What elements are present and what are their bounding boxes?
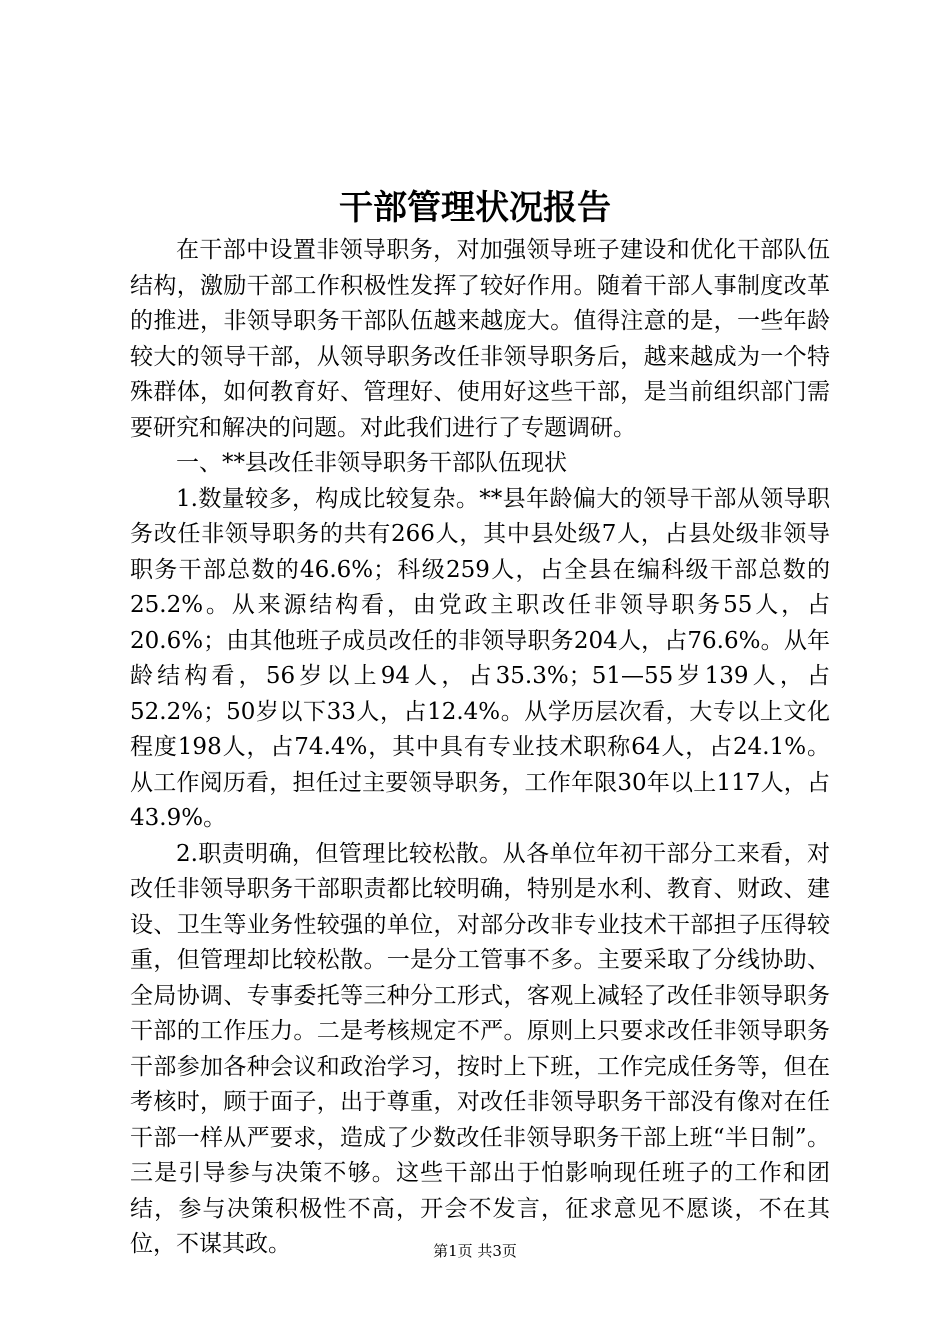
paragraph-point-2: 2.职责明确，但管理比较松散。从各单位年初干部分工来看，对改任非领导职务干部职责都比较明确，特别是水利、教育、财政、建设、卫生等业务性较强的单位，对部分改非专业技术干部担子压得较重，但管理却比较松散。一是分工管事不多。主要采取了分线协助、全局协调、专事委托等三种分工形式，客观上减轻了改任非领导职务干部的工作压力。二是考核规定不严。原则上只要求改任非领导职务干部参加各种会议和政治学习，按时上下班，工作完成任务等，但在考核时，顾于面子，出于尊重，对改任非领导职务干部没有像对在任干部一样从严要求，造成了少数改任非领导职务干部上班“半日制”。三是引导参与决策不够。这些干部出于怕影响现任班子的工作和团结，参与决策积极性不高，开会不发言，征求意见不愿谈，不在其位，不谋其政。 xyxy=(130,840,830,1257)
paragraph-intro: 在干部中设置非领导职务，对加强领导班子建设和优化干部队伍结构，激励干部工作积极性发挥了较好作用。随着干部人事制度改革的推进，非领导职务干部队伍越来越庞大。值得注意的是，一些年龄较大的领导干部，从领导职务改任非领导职务后，越来越成为一个特殊群体，如何教育好、管理好、使用好这些干部，是当前组织部门需要研究和解决的问题。对此我们进行了专题调研。 xyxy=(130,237,830,441)
section-heading-1: 一、**县改任非领导职务干部队伍现状 xyxy=(176,450,567,476)
document-body xyxy=(130,233,830,1263)
document-title: 干部管理状况报告 xyxy=(339,188,611,228)
page-footer: 第1页 共3页 xyxy=(433,1242,517,1260)
paragraph-point-1: 1.数量较多，构成比较复杂。**县年龄偏大的领导干部从领导职务改任非领导职务的共有266人，其中县处级7人，占县处级非领导职务干部总数的46.6%；科级259人，占全县在编科级干部总数的25.2%。从来源结构看，由党政主职改任非领导职务55人，占20.6%；由其他班子成员改任的非领导职务204人，占76.6%。从年龄结构看，56岁以上94人，占35.3%；51—55岁139人，占52.2%；50岁以下33人，占12.4%。从学历层次看，大专以上文化程度198人，占74.4%，其中具有专业技术职称64人，占24.1%。从工作阅历看，担任过主要领导职务，工作年限30年以上117人，占43.9%。 xyxy=(130,485,830,831)
